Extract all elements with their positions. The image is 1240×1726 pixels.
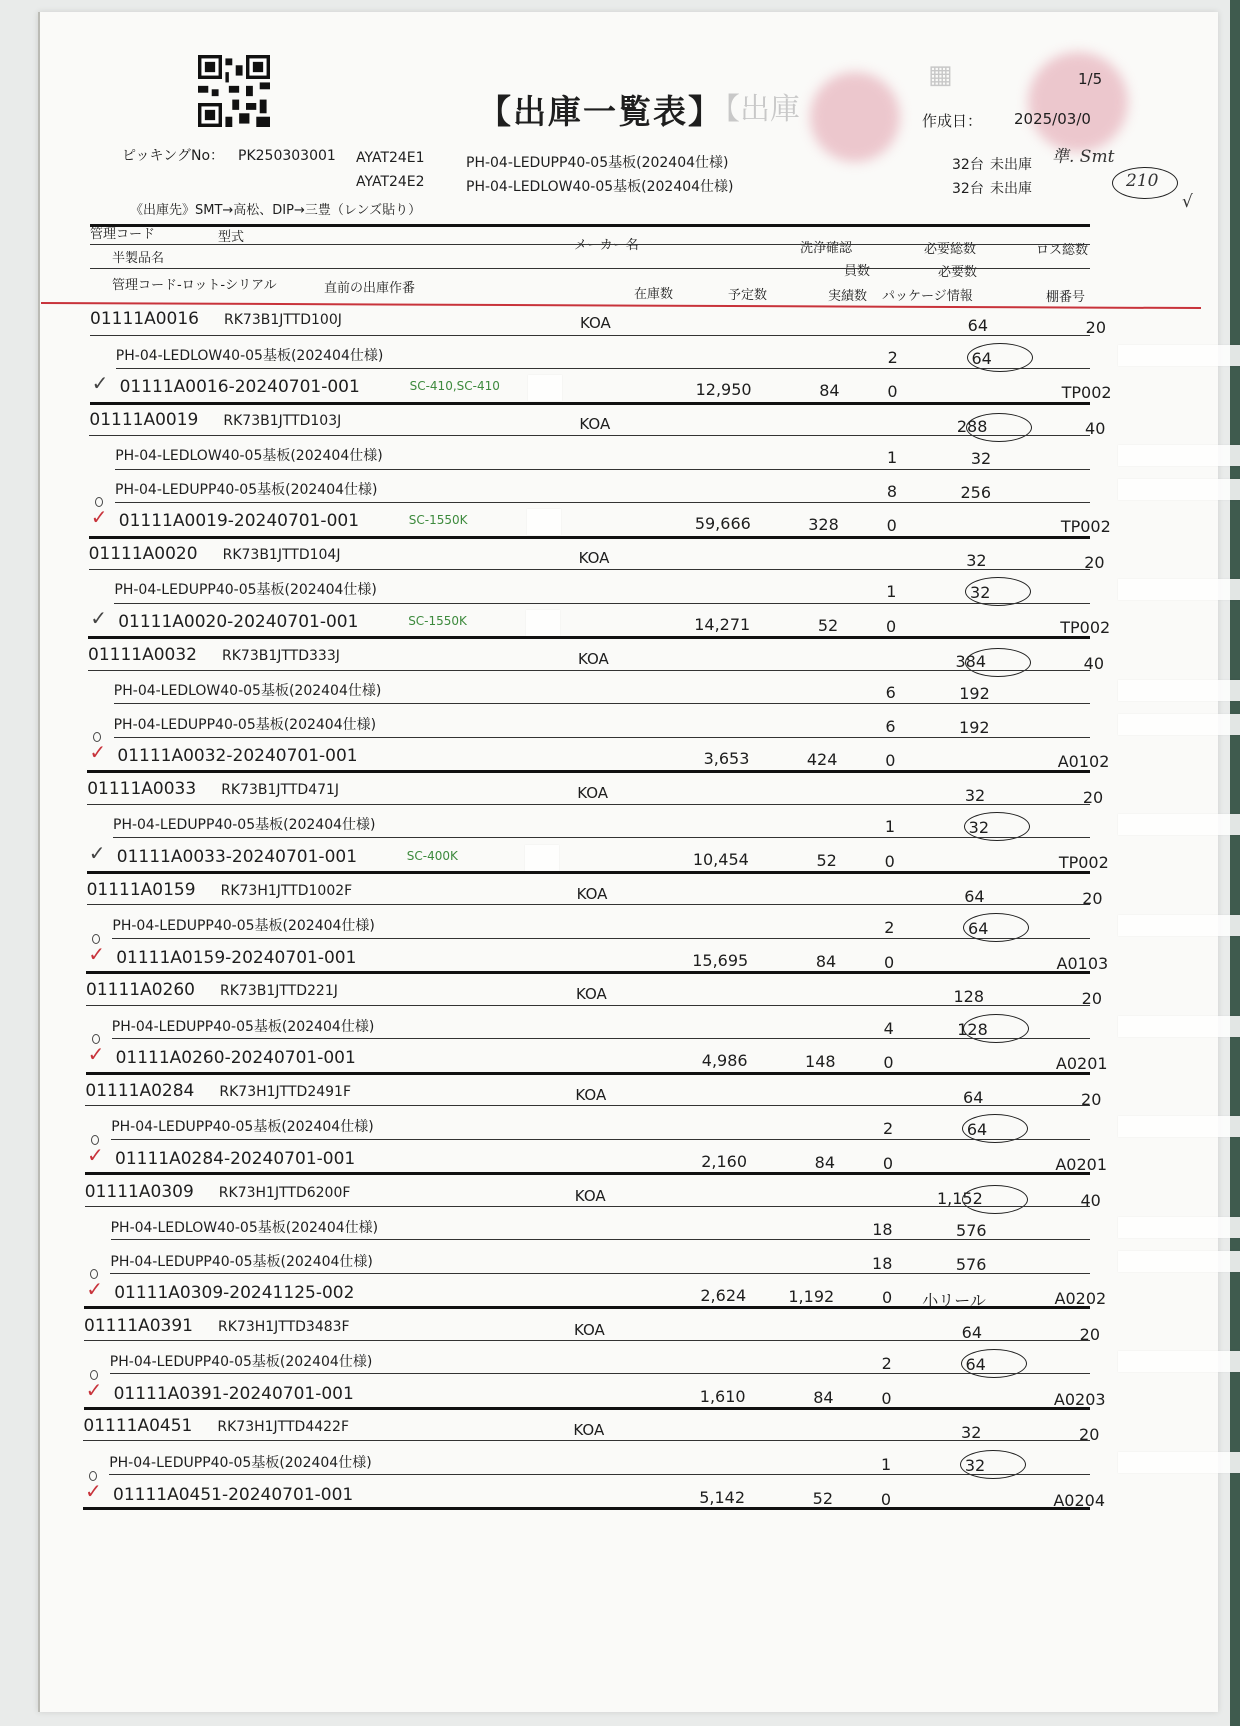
row-rule <box>89 435 1090 436</box>
previous-job-no: SC-400K <box>406 848 458 863</box>
planned-qty: 52 <box>816 850 837 870</box>
unit-count: 2 <box>881 1354 892 1374</box>
col-model: 型式 <box>218 230 245 245</box>
row-rule <box>111 1139 1090 1140</box>
shelf-number: A0103 <box>1056 953 1109 973</box>
required-total: 1,152 <box>936 1188 983 1208</box>
required-qty: 64 <box>968 919 989 939</box>
record-separator <box>86 971 1090 974</box>
unit-count: 1 <box>881 1455 892 1475</box>
blurred-stamp <box>1028 52 1128 152</box>
management-code: 01111A0016 <box>90 309 199 329</box>
red-check-mark-icon: ✓ <box>86 1277 103 1302</box>
white-tape-tab <box>1118 1452 1240 1473</box>
unit-count: 2 <box>887 347 898 367</box>
actual-qty: 0 <box>882 1288 893 1308</box>
shelf-number: A0201 <box>1055 1054 1108 1074</box>
row-rule <box>110 1273 1090 1274</box>
record-separator <box>84 1407 1090 1410</box>
required-qty: 64 <box>971 348 992 368</box>
small-zero-mark <box>90 1370 98 1380</box>
small-zero-mark <box>91 1135 99 1145</box>
planned-qty: 52 <box>817 616 839 636</box>
maker-name: KOA <box>575 1085 607 1104</box>
required-total: 64 <box>963 1087 984 1107</box>
row-rule <box>109 1474 1090 1475</box>
shelf-number: TP002 <box>1060 618 1111 638</box>
unit-count: 1 <box>884 817 895 837</box>
unit-count: 1 <box>887 448 898 468</box>
qr-code-icon <box>194 55 274 127</box>
order-qty: 32台 <box>952 181 984 197</box>
required-total: 64 <box>967 316 988 335</box>
row-rule <box>115 469 1090 470</box>
semi-product-name: PH-04-LEDLOW40-05基板(202404仕様) <box>115 448 383 465</box>
handwritten-note: 準. Smt <box>1052 147 1115 167</box>
order-status: 未出庫 <box>990 181 1032 197</box>
actual-qty: 0 <box>884 851 895 871</box>
red-check-mark-icon: ✓ <box>87 1042 105 1067</box>
unit-count: 18 <box>872 1220 893 1240</box>
required-qty: 256 <box>960 482 991 502</box>
handwritten-number: 210 <box>1126 171 1159 191</box>
row-rule <box>85 1206 1090 1207</box>
red-pen-line <box>41 302 1201 309</box>
row-rule <box>116 368 1090 369</box>
row-rule <box>86 1005 1090 1006</box>
blurred-stamp <box>810 72 900 162</box>
shelf-number: A0204 <box>1053 1490 1105 1510</box>
record-separator <box>87 770 1090 773</box>
created-date: 2025/03/0 <box>1014 110 1091 128</box>
loss-total: 20 <box>1082 787 1104 807</box>
required-total: 32 <box>964 785 986 805</box>
record-separator <box>88 636 1090 639</box>
row-rule <box>114 603 1090 604</box>
lot-serial: 01111A0391-20240701-001 <box>113 1383 354 1404</box>
check-mark-icon: ✓ <box>88 840 106 865</box>
unit-count: 2 <box>883 1119 894 1139</box>
planned-qty: 1,192 <box>788 1287 835 1307</box>
semi-product-name: PH-04-LEDUPP40-05基板(202404仕様) <box>112 918 375 935</box>
stock-qty: 2,160 <box>701 1152 747 1171</box>
loss-total: 20 <box>1085 318 1106 337</box>
col-actual: 実績数 <box>828 289 868 304</box>
maker-name: KOA <box>574 1320 605 1339</box>
white-tape-tab <box>1118 579 1240 600</box>
record-separator <box>85 1172 1090 1175</box>
stock-qty: 2,624 <box>700 1286 747 1306</box>
order-code: AYAT24E1 <box>356 150 425 166</box>
required-total: 64 <box>964 886 985 906</box>
maker-name: KOA <box>576 884 608 903</box>
lot-serial: 01111A0260-20240701-001 <box>115 1048 356 1069</box>
row-rule <box>84 1340 1090 1341</box>
management-code: 01111A0260 <box>86 980 195 1001</box>
shelf-number: TP002 <box>1061 383 1112 403</box>
required-qty: 32 <box>970 449 992 469</box>
col-loss-total: ロス総数 <box>1036 243 1089 258</box>
circled-mark <box>960 1450 1026 1479</box>
loss-total: 20 <box>1079 1425 1100 1445</box>
semi-product-name: PH-04-LEDUPP40-05基板(202404仕様) <box>109 1354 373 1371</box>
order-product: PH-04-LEDLOW40-05基板(202404仕様) <box>466 179 734 195</box>
loss-total: 40 <box>1080 1190 1101 1210</box>
package-info: 小リール <box>922 1291 986 1311</box>
picking-label: ピッキングNo： <box>122 148 225 164</box>
col-planned: 予定数 <box>728 288 768 303</box>
management-code: 01111A0391 <box>84 1315 193 1336</box>
white-tape-tab <box>1118 345 1240 366</box>
unit-count: 1 <box>886 582 897 602</box>
row-rule <box>90 335 1090 336</box>
white-tape-tab <box>1118 479 1240 500</box>
required-total: 32 <box>966 550 987 570</box>
stock-qty: 15,695 <box>692 950 749 970</box>
lot-serial: 01111A0016-20240701-001 <box>119 377 360 398</box>
header-rule <box>90 244 1090 245</box>
semi-product-name: PH-04-LEDUPP40-05基板(202404仕様) <box>110 1253 373 1270</box>
red-check-mark-icon: ✓ <box>87 1143 104 1167</box>
management-code: 01111A0284 <box>85 1080 195 1101</box>
loss-total: 20 <box>1079 1324 1100 1344</box>
lot-serial: 01111A0020-20240701-001 <box>118 612 359 633</box>
management-code: 01111A0159 <box>86 879 196 900</box>
required-qty: 64 <box>966 1120 988 1140</box>
actual-qty: 0 <box>885 751 896 771</box>
actual-qty: 0 <box>881 1388 892 1408</box>
lot-serial: 01111A0159-20240701-001 <box>116 947 357 968</box>
shelf-number: A0201 <box>1055 1155 1107 1174</box>
record-separator <box>86 1072 1090 1075</box>
row-rule <box>115 502 1090 503</box>
red-check-mark-icon: ✓ <box>90 505 108 530</box>
check-mark-icon: ✓ <box>91 371 109 396</box>
shelf-number: TP002 <box>1058 852 1109 872</box>
document-title: 【出庫一覧表】 <box>478 92 723 131</box>
document-sheet <box>38 12 1218 1712</box>
record-separator <box>84 1306 1090 1309</box>
lot-serial: 01111A0309-20241125-002 <box>114 1283 355 1304</box>
management-code: 01111A0019 <box>89 409 199 430</box>
created-date-label: 作成日： <box>922 112 983 130</box>
white-tape-tab <box>1118 680 1240 701</box>
header-rule <box>90 268 1090 269</box>
row-rule <box>110 1373 1090 1374</box>
required-qty: 128 <box>957 1019 988 1039</box>
planned-qty: 424 <box>806 750 838 770</box>
order-product: PH-04-LEDUPP40-05基板(202404仕様) <box>466 155 729 171</box>
planned-qty: 84 <box>819 381 840 401</box>
previous-job-no: SC-1550K <box>408 614 467 629</box>
white-tape-tab <box>1118 1351 1240 1372</box>
page-number: 1/5 <box>1078 70 1103 88</box>
lot-serial: 01111A0284-20240701-001 <box>115 1149 356 1169</box>
row-rule <box>114 703 1090 704</box>
circled-mark <box>961 1349 1027 1378</box>
white-tape-tab <box>528 375 562 401</box>
stock-qty: 59,666 <box>694 514 751 534</box>
row-rule <box>88 670 1090 671</box>
loss-total: 40 <box>1085 418 1106 438</box>
actual-qty: 0 <box>883 1053 894 1073</box>
lot-serial: 01111A0451-20240701-001 <box>113 1484 354 1505</box>
check-mark-icon: ✓ <box>90 606 107 631</box>
stock-qty: 5,142 <box>699 1487 745 1507</box>
row-rule <box>83 1440 1090 1441</box>
white-tape-tab <box>526 610 560 636</box>
row-rule <box>89 569 1090 570</box>
management-code: 01111A0309 <box>84 1181 194 1202</box>
planned-qty: 84 <box>813 1387 834 1407</box>
circled-mark <box>966 413 1032 442</box>
record-separator <box>90 402 1090 405</box>
planned-qty: 328 <box>808 515 839 535</box>
shelf-number: TP002 <box>1060 517 1111 537</box>
white-tape-tab <box>1118 1251 1240 1272</box>
col-unit-count: 員数 <box>844 264 871 279</box>
loss-total: 20 <box>1081 989 1102 1009</box>
picking-number: PK250303001 <box>238 148 336 164</box>
order-code: AYAT24E2 <box>356 174 425 190</box>
semi-product-name: PH-04-LEDUPP40-05基板(202404仕様) <box>111 1018 375 1035</box>
white-tape-tab <box>527 509 561 535</box>
maker-name: KOA <box>574 1186 606 1205</box>
unit-count: 6 <box>885 683 896 703</box>
model-number: RK73H1JTTD2491F <box>219 1083 351 1100</box>
row-rule <box>87 904 1090 905</box>
maker-name: KOA <box>580 314 611 332</box>
white-tape-tab <box>1118 814 1240 835</box>
order-qty: 32台 <box>952 157 984 173</box>
maker-name: KOA <box>579 414 611 433</box>
row-rule <box>112 1038 1090 1039</box>
loss-total: 20 <box>1082 888 1103 908</box>
stock-qty: 12,950 <box>695 380 752 400</box>
required-total: 288 <box>956 416 988 436</box>
col-required-qty: 必要数 <box>938 265 978 280</box>
handwritten-check: √ <box>1182 192 1193 212</box>
white-tape-tab <box>525 845 559 871</box>
stock-qty: 10,454 <box>692 849 749 869</box>
model-number: RK73B1JTTD100J <box>224 312 342 328</box>
white-tape-tab <box>1118 1016 1240 1037</box>
loss-total: 20 <box>1081 1089 1102 1109</box>
lot-serial: 01111A0032-20240701-001 <box>117 746 358 767</box>
actual-qty: 0 <box>880 1489 891 1509</box>
stock-qty: 4,986 <box>701 1051 748 1071</box>
maker-name: KOA <box>573 1421 605 1440</box>
unit-count: 2 <box>884 918 895 938</box>
model-number: RK73B1JTTD333J <box>222 647 340 664</box>
semi-product-name: PH-04-LEDUPP40-05基板(202404仕様) <box>109 1455 372 1472</box>
red-check-mark-icon: ✓ <box>88 941 105 966</box>
model-number: RK73H1JTTD1002F <box>220 882 353 899</box>
required-qty: 32 <box>964 1456 986 1476</box>
row-rule <box>114 737 1090 738</box>
model-number: RK73H1JTTD3483F <box>218 1318 350 1335</box>
semi-product-name: PH-04-LEDUPP40-05基板(202404仕様) <box>114 582 377 599</box>
col-maker: メーカー名 <box>574 238 639 253</box>
model-number: RK73B1JTTD104J <box>222 546 341 563</box>
destination-note: 《出庫先》SMT→高松、DIP→三豊（レンズ貼り） <box>130 203 422 218</box>
model-number: RK73B1JTTD471J <box>221 781 340 798</box>
row-rule <box>111 1239 1090 1240</box>
maker-name: KOA <box>576 985 607 1004</box>
col-semi-product: 半製品名 <box>112 251 165 266</box>
required-total: 64 <box>961 1322 982 1342</box>
semi-product-name: PH-04-LEDUPP40-05基板(202404仕様) <box>115 481 378 498</box>
unit-count: 8 <box>886 481 897 501</box>
col-required-total: 必要総数 <box>924 242 977 257</box>
planned-qty: 148 <box>805 1052 836 1072</box>
semi-product-name: PH-04-LEDUPP40-05基板(202404仕様) <box>113 716 377 733</box>
required-qty: 64 <box>965 1355 986 1375</box>
red-check-mark-icon: ✓ <box>85 1478 102 1503</box>
circled-mark <box>962 1185 1028 1214</box>
row-rule <box>113 837 1090 838</box>
sheet-edge <box>38 12 40 1712</box>
model-number: RK73H1JTTD6200F <box>218 1184 351 1201</box>
white-tape-tab <box>1118 1217 1240 1238</box>
lot-serial: 01111A0019-20240701-001 <box>118 511 360 532</box>
col-management-code: 管理コード <box>90 227 156 242</box>
maker-name: KOA <box>578 548 610 567</box>
small-zero-mark <box>92 934 100 944</box>
shelf-number: A0203 <box>1053 1389 1106 1409</box>
shelf-number: A0102 <box>1057 752 1110 772</box>
row-rule <box>112 938 1090 939</box>
maker-name: KOA <box>577 783 609 802</box>
planned-qty: 84 <box>815 951 837 971</box>
white-tape-tab <box>1118 915 1240 936</box>
model-number: RK73B1JTTD221J <box>220 983 338 1000</box>
semi-product-name: PH-04-LEDLOW40-05基板(202404仕様) <box>110 1220 379 1237</box>
col-package-info: パッケージ情報 <box>882 289 973 304</box>
white-tape-tab <box>1118 1116 1240 1137</box>
actual-qty: 0 <box>886 617 897 637</box>
required-total: 32 <box>961 1423 982 1443</box>
unit-count: 18 <box>872 1253 893 1273</box>
red-check-mark-icon: ✓ <box>85 1377 103 1402</box>
stock-qty: 1,610 <box>699 1386 746 1406</box>
semi-product-name: PH-04-LEDLOW40-05基板(202404仕様) <box>113 683 382 700</box>
bleed-through-qr: ▦ <box>928 60 953 90</box>
required-total: 384 <box>955 651 986 671</box>
management-code: 01111A0020 <box>88 543 198 564</box>
required-qty: 192 <box>959 684 990 704</box>
semi-product-name: PH-04-LEDUPP40-05基板(202404仕様) <box>113 817 376 834</box>
col-lot-serial: 管理コード-ロット-シリアル <box>112 278 277 293</box>
planned-qty: 52 <box>812 1488 833 1508</box>
actual-qty: 0 <box>882 1154 893 1173</box>
lot-serial: 01111A0033-20240701-001 <box>116 846 358 867</box>
model-number: RK73B1JTTD103J <box>223 412 342 429</box>
shelf-number: A0202 <box>1054 1289 1107 1309</box>
required-total: 128 <box>953 987 984 1007</box>
row-rule <box>87 804 1090 805</box>
row-rule <box>85 1105 1090 1106</box>
red-check-mark-icon: ✓ <box>89 740 107 765</box>
record-separator <box>83 1507 1090 1510</box>
stock-qty: 3,653 <box>703 749 750 769</box>
circled-mark <box>965 648 1031 677</box>
semi-product-name: PH-04-LEDUPP40-05基板(202404仕様) <box>111 1119 374 1136</box>
model-number: RK73H1JTTD4422F <box>217 1419 349 1436</box>
white-tape-tab <box>1118 445 1240 466</box>
col-shelf-no: 棚番号 <box>1046 290 1086 305</box>
record-separator <box>89 536 1090 539</box>
previous-job-no: SC-1550K <box>408 513 468 528</box>
loss-total: 40 <box>1083 653 1104 673</box>
col-wash-check: 洗浄確認 <box>800 241 853 256</box>
management-code: 01111A0033 <box>87 778 197 799</box>
record-separator <box>87 871 1090 874</box>
management-code: 01111A0451 <box>83 1416 193 1437</box>
white-tape-tab <box>1118 714 1240 735</box>
stock-qty: 14,271 <box>694 615 751 635</box>
actual-qty: 0 <box>886 516 897 536</box>
management-code: 01111A0032 <box>88 644 197 665</box>
required-qty: 192 <box>959 717 990 737</box>
col-previous-job: 直前の出庫作番 <box>324 281 416 296</box>
unit-count: 6 <box>885 716 896 736</box>
bleed-through-title: 【出庫 <box>710 92 800 127</box>
order-status: 未出庫 <box>990 157 1032 173</box>
maker-name: KOA <box>578 649 609 668</box>
small-zero-mark <box>89 1471 97 1481</box>
required-qty: 32 <box>968 818 989 838</box>
required-qty: 576 <box>956 1221 987 1241</box>
actual-qty: 0 <box>884 952 895 972</box>
loss-total: 20 <box>1084 552 1105 572</box>
small-zero-mark <box>92 1034 100 1044</box>
col-stock: 在庫数 <box>634 287 674 302</box>
planned-qty: 84 <box>814 1153 835 1172</box>
previous-job-no: SC-410,SC-410 <box>409 379 500 394</box>
actual-qty: 0 <box>887 382 898 402</box>
required-qty: 576 <box>955 1254 987 1274</box>
unit-count: 4 <box>883 1018 894 1038</box>
semi-product-name: PH-04-LEDLOW40-05基板(202404仕様) <box>115 347 384 364</box>
required-qty: 32 <box>970 583 991 603</box>
